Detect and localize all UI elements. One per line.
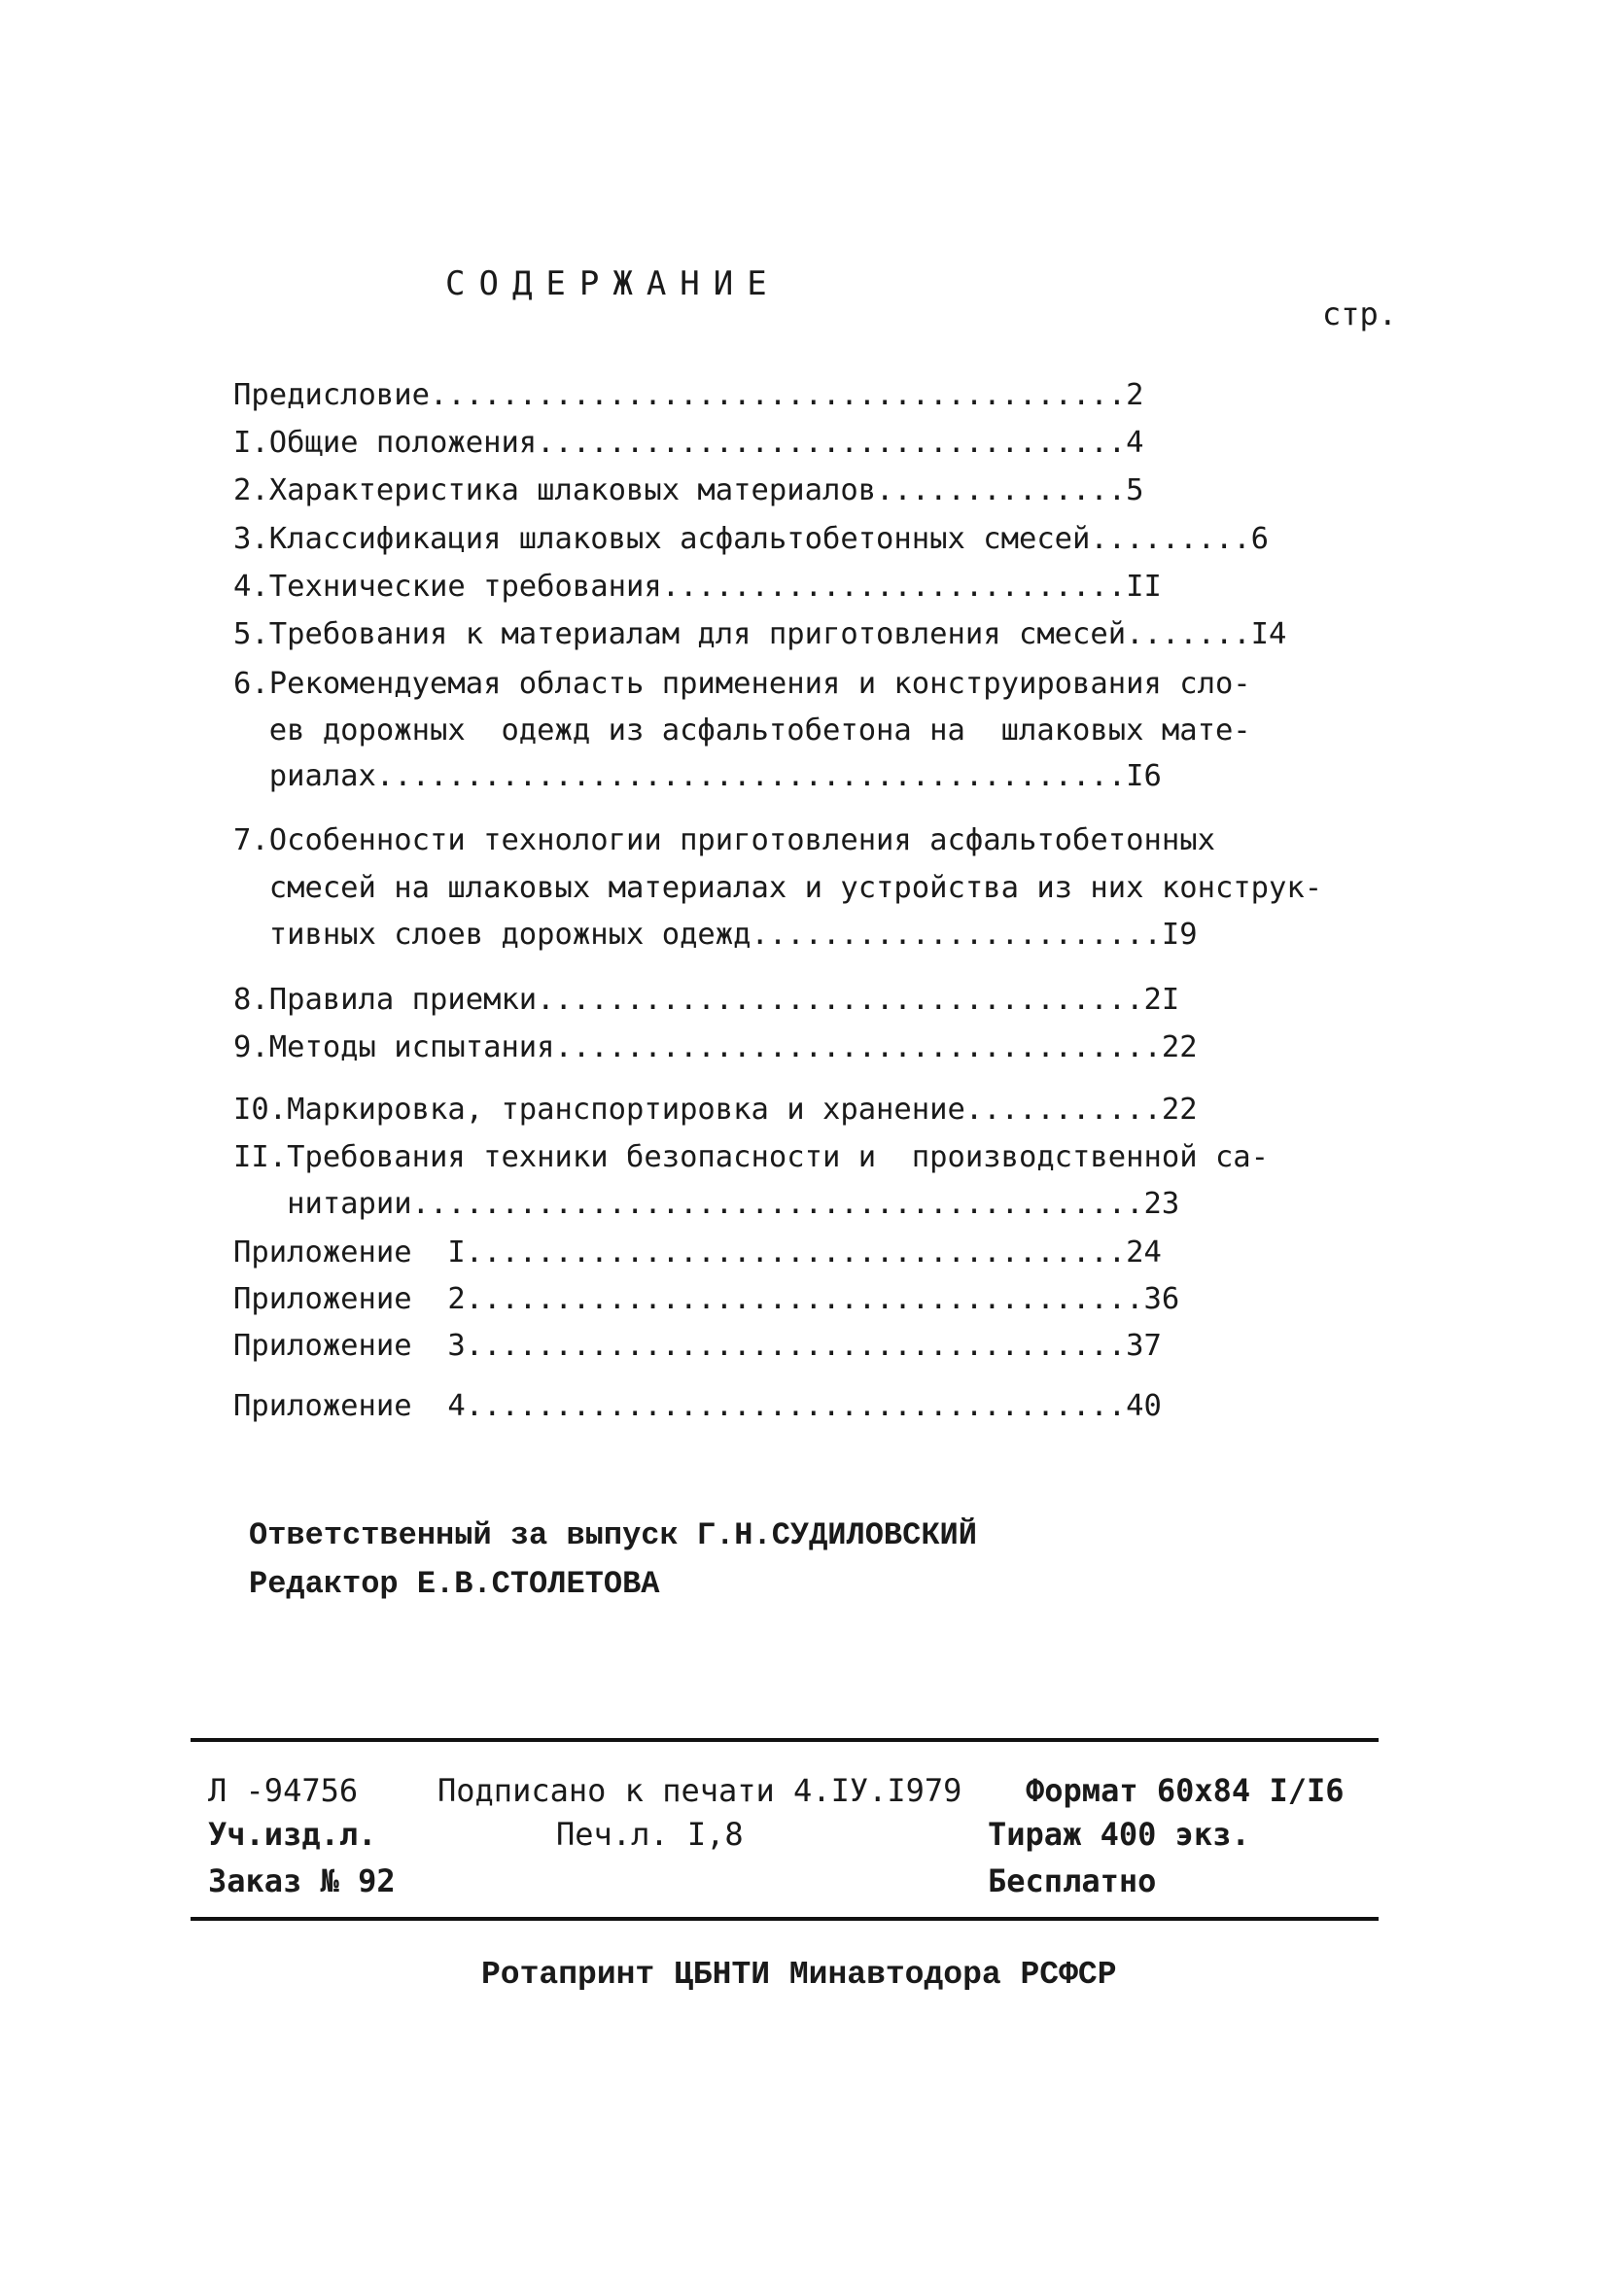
- imprint-tirazh: Тираж 400 экз.: [988, 1816, 1250, 1853]
- responsible-person: Ответственный за выпуск Г.Н.СУДИЛОВСКИЙ: [249, 1517, 977, 1553]
- toc-entry-2: 2.Характеристика шлаковых материалов..............5: [233, 473, 1144, 507]
- toc-entry-appendix-1: Приложение I.....................................24: [233, 1235, 1162, 1270]
- toc-entry-6-cont: ев дорожных одежд из асфальтобетона на шлаковых мате-: [233, 713, 1251, 748]
- toc-entry-4: 4.Технические требования..........................II: [233, 570, 1162, 604]
- toc-entry-6-end: риалах..........................................I6: [233, 759, 1162, 793]
- imprint-order: Заказ № 92: [208, 1862, 396, 1899]
- toc-entry-11-end: нитарии.........................................23: [233, 1187, 1180, 1221]
- imprint-top-rule: [191, 1738, 1379, 1742]
- page-column-label: стр.: [1322, 296, 1398, 332]
- imprint-uch: Уч.изд.л.: [208, 1816, 377, 1853]
- imprint-format: Формат 60х84 I/I6: [1026, 1772, 1345, 1809]
- imprint-free: Бесплатно: [988, 1862, 1157, 1899]
- toc-entry-11: II.Требования техники безопасности и производственной са-: [233, 1140, 1270, 1174]
- toc-entry-3: 3.Классификация шлаковых асфальтобетонных смесей.........6: [233, 522, 1270, 556]
- toc-entry-appendix-2: Приложение 2......................................36: [233, 1282, 1180, 1316]
- toc-entry-appendix-3: Приложение 3.....................................37: [233, 1329, 1162, 1363]
- toc-entry-5: 5.Требования к материалам для приготовления смесей.......I4: [233, 617, 1287, 651]
- printer-name: Ротапринт ЦБНТИ Минавтодора РСФСР: [481, 1957, 1117, 1993]
- editor: Редактор Е.В.СТОЛЕТОВА: [249, 1566, 660, 1602]
- toc-entry-7: 7.Особенности технологии приготовления асфальтобетонных: [233, 823, 1215, 857]
- toc-entry-8: 8.Правила приемки..................................2I: [233, 983, 1180, 1017]
- imprint-code: Л -94756: [208, 1772, 359, 1809]
- toc-entry-6: 6.Рекомендуемая область применения и конструирования сло-: [233, 667, 1251, 701]
- imprint-bottom-rule: [191, 1917, 1379, 1921]
- toc-entry-7-cont: смесей на шлаковых материалах и устройства из них конструк-: [233, 871, 1323, 905]
- toc-entry-appendix-4: Приложение 4.....................................40: [233, 1389, 1162, 1423]
- imprint-signed: Подписано к печати 4.IУ.I979: [437, 1772, 962, 1809]
- imprint-pech: Печ.л. I,8: [556, 1816, 744, 1853]
- toc-entry-9: 9.Методы испытания..................................22: [233, 1030, 1198, 1064]
- toc-entry-10: I0.Маркировка, транспортировка и хранение...........22: [233, 1093, 1198, 1127]
- toc-entry-1: I.Общие положения.................................4: [233, 426, 1144, 460]
- toc-entry-7-end: тивных слоев дорожных одежд.......................I9: [233, 918, 1198, 952]
- toc-entry-preface: Предисловие.......................................2: [233, 378, 1144, 412]
- page-title: СОДЕРЖАНИЕ: [445, 264, 781, 303]
